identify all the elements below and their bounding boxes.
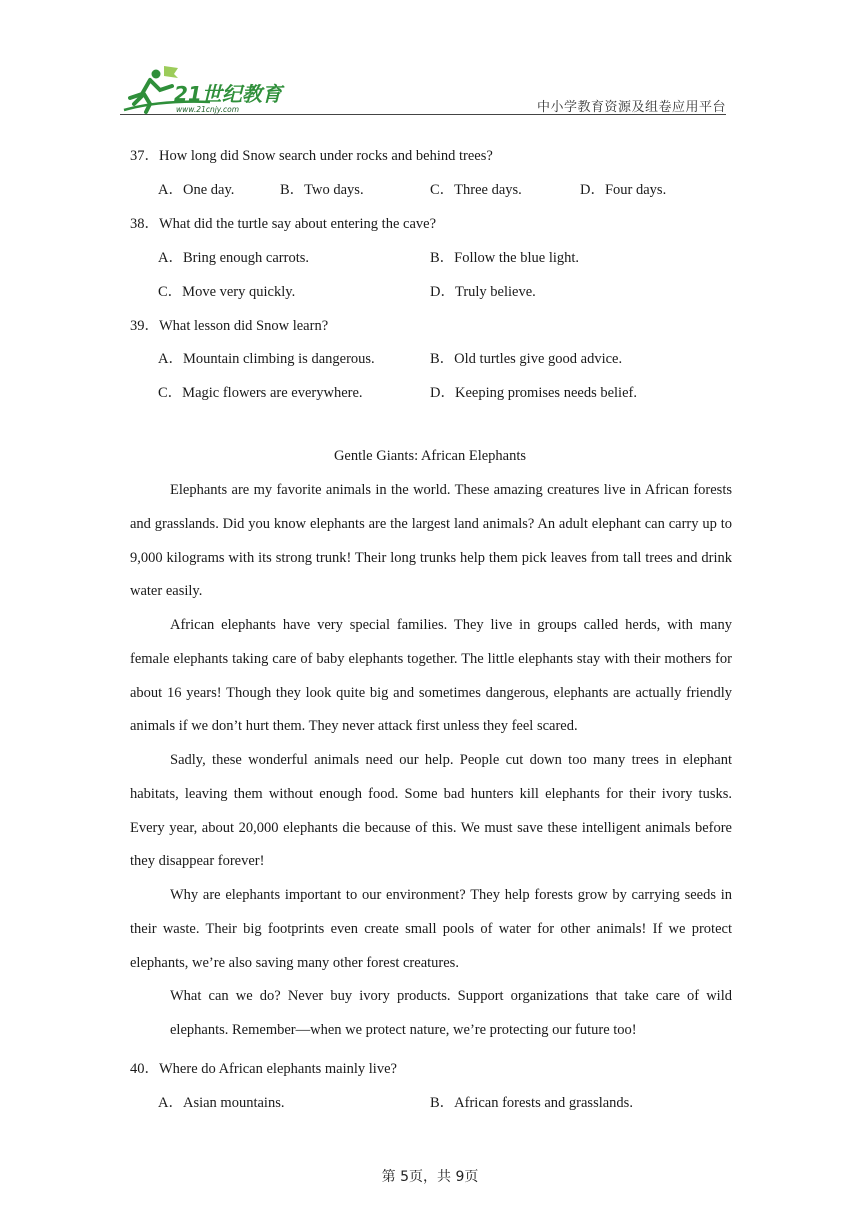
question-38: 38．What did the turtle say about entering the cave?	[130, 216, 437, 232]
q37-option-d: D．Four days.	[580, 182, 667, 198]
logo	[120, 64, 300, 116]
passage-paragraph-1: Elephants are my favorite animals in the world. These amazing creatures live in African forests and grasslands. Did you know elephants are the largest land animals? An adult elephant can carry up to 9,000 kilograms with its strong trunk! Their long trunks help them pick leaves from tall trees and drink water easily.	[130, 482, 732, 600]
q39-option-d: D．Keeping promises needs belief.	[430, 385, 637, 401]
question-39: 39．What lesson did Snow learn?	[130, 318, 329, 334]
q37-option-a: A．One day.	[158, 182, 235, 198]
platform-name: 中小学教育资源及组卷应用平台	[536, 100, 726, 115]
q39-option-c: C．Magic flowers are everywhere.	[158, 385, 363, 401]
q39-option-b: B．Old turtles give good advice.	[430, 351, 623, 367]
logo-text: 21世纪教育	[174, 82, 282, 106]
q37-option-b: B．Two days.	[280, 182, 364, 198]
q38-option-d: D．Truly believe.	[430, 284, 536, 300]
logo-flag	[164, 66, 178, 78]
page-header	[120, 64, 726, 116]
q38-option-a: A．Bring enough carrots.	[158, 250, 310, 266]
passage-paragraph-5: What can we do? Never buy ivory products. Support organizations that take care of wild elephants. Remember—when we protect nature, we’re protecting our future too!	[170, 988, 732, 1038]
question-40: 40．Where do African elephants mainly live?	[130, 1061, 397, 1077]
passage-paragraph-4: Why are elephants important to our environment? They help forests grow by carrying seeds in their waste. Their big footprints even create small pools of water for other animals! If we protect elephants, we’re also saving many other forest creatures.	[130, 887, 732, 971]
logo-figure-head	[152, 70, 161, 79]
q38-option-c: C．Move very quickly.	[158, 284, 296, 300]
q38-option-b: B．Follow the blue light.	[430, 250, 580, 266]
passage-paragraph-3: Sadly, these wonderful animals need our help. People cut down too many trees in elephant habitats, leaving them without enough food. Some bad hunters kill elephants for their ivory tusks. Every year, about 20,000 elephants die because of this. We must save these intelligent animals before they disappear forever!	[130, 752, 732, 870]
q40-option-a: A．Asian mountains.	[158, 1095, 285, 1111]
passage-title: Gentle Giants: African Elephants	[333, 448, 527, 464]
q39-option-a: A．Mountain climbing is dangerous.	[158, 351, 375, 367]
header-divider	[120, 114, 726, 115]
logo-url: www.21cnjy.com	[176, 105, 240, 114]
q40-option-b: B．African forests and grasslands.	[430, 1095, 633, 1111]
q37-option-c: C．Three days.	[430, 182, 522, 198]
page-number: 第 5页，共 9页	[381, 1169, 479, 1185]
passage-paragraph-2: African elephants have very special families. They live in groups called herds, with many female elephants taking care of baby elephants together. The little elephants stay with their mothers for about 16 years! Though they look quite big and sometimes dangerous, elephants are actually friendly animals if we don’t hurt them. They never attack first unless they feel scared.	[130, 617, 732, 735]
question-37: 37．How long did Snow search under rocks and behind trees?	[130, 148, 493, 164]
